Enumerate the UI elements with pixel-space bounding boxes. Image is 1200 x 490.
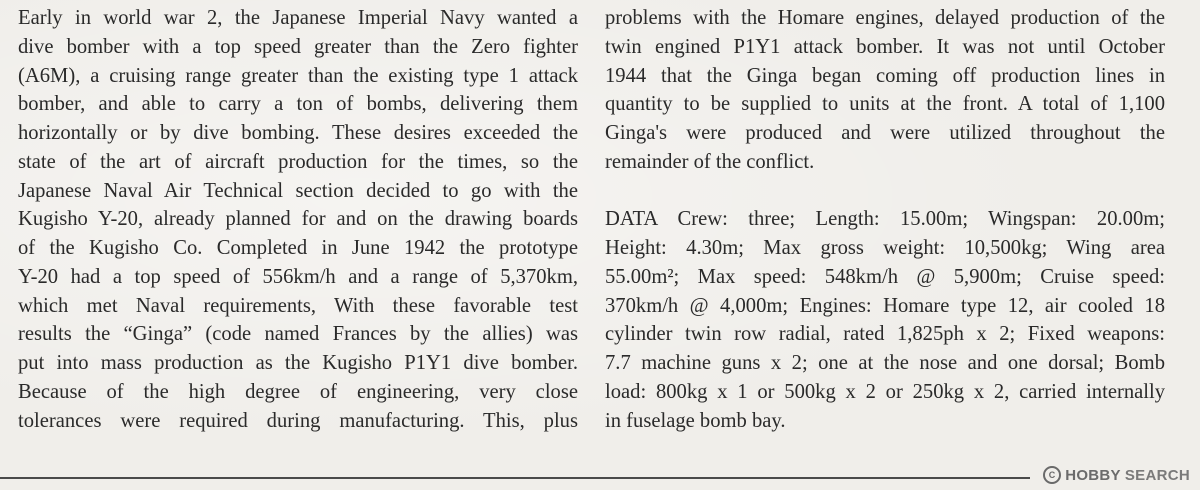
bottom-rule — [0, 477, 1030, 479]
watermark — [1043, 466, 1190, 484]
data-line: 55.00m²; Max speed: 548km/h @ 5,900m; Cruise speed: — [605, 265, 1165, 288]
text-line: put into mass production as the Kugisho P1Y1 dive bomber. — [18, 352, 578, 374]
text-line: remainder of the conflict. — [605, 150, 815, 173]
paragraph-gap — [605, 177, 1165, 206]
text-line: horizontally or by dive bombing. These desires exceeded the — [18, 122, 578, 144]
text-line: (A6M), a cruising range greater than the existing type 1 attack — [18, 64, 578, 87]
data-line: cylinder twin row radial, rated 1,825ph x 2; Fixed weapons: — [605, 323, 1165, 346]
data-line: in fuselage bomb bay. — [605, 409, 786, 432]
text-line: bomber, and able to carry a ton of bombs, delivering them — [18, 93, 578, 116]
text-line: which met Naval requirements, With these favorable test — [18, 294, 578, 317]
data-line: DATA Crew: three; Length: 15.00m; Wingspan: 20.00m; — [605, 208, 1165, 231]
text-line: Early in world war 2, the Japanese Imperial Navy wanted a — [18, 7, 578, 29]
text-line: 1944 that the Ginga began coming off production lines in — [605, 64, 1165, 87]
copyright-icon: C — [1043, 466, 1061, 484]
text-line: quantity to be supplied to units at the front. A total of 1,100 — [605, 93, 1165, 116]
data-line: 370km/h @ 4,000m; Engines: Homare type 12, air cooled 18 — [605, 294, 1165, 317]
text-line: tolerances were required during manufacturing. This, plus — [18, 409, 578, 432]
text-line: of the Kugisho Co. Completed in June 1942 the prototype — [18, 237, 578, 259]
text-line: twin engined P1Y1 attack bomber. It was not until October — [605, 35, 1165, 58]
watermark-brand: HOBBY — [1065, 466, 1121, 484]
right-column — [605, 4, 1165, 435]
text-line: Ginga's were produced and were utilized throughout the — [605, 122, 1165, 144]
watermark-suffix: SEARCH — [1124, 466, 1190, 484]
data-line: Height: 4.30m; Max gross weight: 10,500kg; Wing area — [605, 237, 1165, 259]
text-line: results the “Ginga” (code named Frances by the allies) was — [18, 323, 578, 346]
text-line: state of the art of aircraft production for the times, so the — [18, 150, 578, 173]
text-line: dive bomber with a top speed greater than the Zero fighter — [18, 35, 578, 58]
left-column — [18, 4, 578, 435]
text-line: Y-20 had a top speed of 556km/h and a range of 5,370km, — [18, 265, 578, 288]
text-line: problems with the Homare engines, delayed production of the — [605, 7, 1165, 29]
text-line: Kugisho Y-20, already planned for and on the drawing boards — [18, 208, 578, 231]
text-line: Because of the high degree of engineering, very close — [18, 380, 578, 403]
data-line: 7.7 machine guns x 2; one at the nose and one dorsal; Bomb — [605, 352, 1165, 374]
data-line: load: 800kg x 1 or 500kg x 2 or 250kg x 2, carried internally — [605, 380, 1165, 403]
text-line: Japanese Naval Air Technical section decided to go with the — [18, 179, 578, 202]
